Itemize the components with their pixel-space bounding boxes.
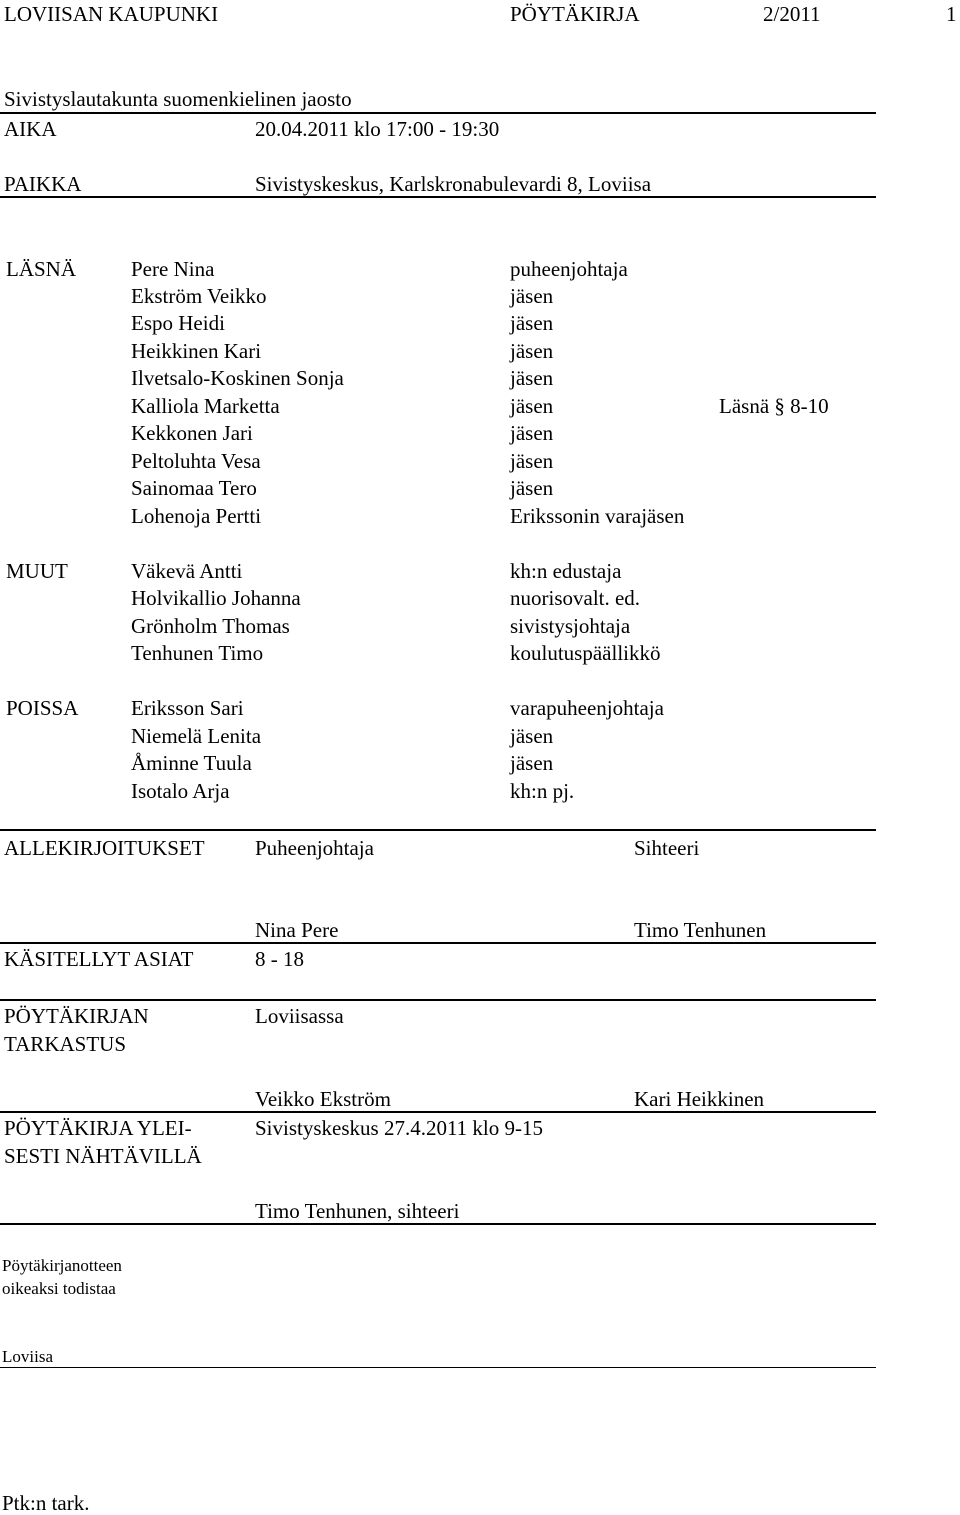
member-name: Sainomaa Tero [131, 476, 257, 500]
poissa-label: POISSA [6, 696, 79, 720]
header-organization: LOVIISAN KAUPUNKI [4, 2, 219, 26]
member-role: puheenjohtaja [510, 257, 628, 281]
member-role: jäsen [510, 476, 554, 500]
divider [0, 112, 876, 114]
member-name: Eriksson Sari [131, 696, 244, 720]
lasna-label: LÄSNÄ [6, 257, 77, 281]
divider [0, 196, 876, 198]
person-name: Tenhunen Timo [131, 641, 264, 665]
member-role: jäsen [510, 284, 554, 308]
extract-place: Loviisa [2, 1347, 53, 1366]
member-role: jäsen [510, 421, 554, 445]
header-document-type: PÖYTÄKIRJA [510, 2, 640, 26]
member-name: Isotalo Arja [131, 779, 230, 803]
muut-label: MUUT [6, 559, 68, 583]
signatures-label: ALLEKIRJOITUKSET [4, 836, 205, 860]
handled-items-value: 8 - 18 [255, 947, 304, 971]
aika-label: AIKA [4, 117, 57, 141]
member-name: Kekkonen Jari [131, 421, 253, 445]
member-role: varapuheenjohtaja [510, 696, 664, 720]
member-role: jäsen [510, 449, 554, 473]
review-place: Loviisassa [255, 1004, 344, 1028]
member-name: Peltoluhta Vesa [131, 449, 261, 473]
person-name: Väkevä Antti [131, 559, 243, 583]
chair-title: Puheenjohtaja [255, 836, 374, 860]
member-role: jäsen [510, 366, 554, 390]
divider [0, 999, 876, 1001]
review-label-line1: PÖYTÄKIRJAN [4, 1004, 149, 1028]
reviewer-1-name: Veikko Ekström [255, 1087, 391, 1111]
paikka-label: PAIKKA [4, 172, 82, 196]
member-role: jäsen [510, 394, 554, 418]
divider [0, 829, 876, 831]
member-role: jäsen [510, 751, 554, 775]
member-name: Åminne Tuula [131, 751, 252, 775]
footer-initials-label: Ptk:n tark. [2, 1491, 90, 1515]
display-label-line1: PÖYTÄKIRJA YLEI- [4, 1116, 192, 1140]
handled-items-label: KÄSITELLYT ASIAT [4, 947, 194, 971]
member-name: Kalliola Marketta [131, 394, 280, 418]
member-role: jäsen [510, 339, 554, 363]
reviewer-2-name: Kari Heikkinen [634, 1087, 765, 1111]
header-page-number: 1 [946, 2, 957, 26]
member-name: Heikkinen Kari [131, 339, 262, 363]
member-name: Espo Heidi [131, 311, 225, 335]
member-role: jäsen [510, 724, 554, 748]
committee-name: Sivistyslautakunta suomenkielinen jaosto [4, 87, 352, 111]
member-name: Niemelä Lenita [131, 724, 262, 748]
member-role: kh:n pj. [510, 779, 575, 803]
member-name: Lohenoja Pertti [131, 504, 262, 528]
signature-line [0, 1367, 876, 1368]
chair-name: Nina Pere [255, 918, 339, 942]
secretary-name: Timo Tenhunen [634, 918, 767, 942]
member-name: Ilvetsalo-Koskinen Sonja [131, 366, 344, 390]
divider [0, 1111, 876, 1113]
display-label-line2: SESTI NÄHTÄVILLÄ [4, 1144, 202, 1168]
extract-label-line2: oikeaksi todistaa [2, 1279, 116, 1298]
person-name: Grönholm Thomas [131, 614, 290, 638]
member-role: Erikssonin varajäsen [510, 504, 685, 528]
display-signer: Timo Tenhunen, sihteeri [255, 1199, 460, 1223]
divider [0, 942, 876, 944]
person-role: sivistysjohtaja [510, 614, 631, 638]
person-role: koulutuspäällikkö [510, 641, 661, 665]
aika-value: 20.04.2011 klo 17:00 - 19:30 [255, 117, 500, 141]
member-role: jäsen [510, 311, 554, 335]
header-document-number: 2/2011 [763, 2, 821, 26]
member-name: Ekström Veikko [131, 284, 267, 308]
member-name: Pere Nina [131, 257, 215, 281]
person-role: kh:n edustaja [510, 559, 622, 583]
person-name: Holvikallio Johanna [131, 586, 301, 610]
display-location-time: Sivistyskeskus 27.4.2011 klo 9-15 [255, 1116, 543, 1140]
extract-label-line1: Pöytäkirjanotteen [2, 1256, 122, 1275]
secretary-title: Sihteeri [634, 836, 700, 860]
review-label-line2: TARKASTUS [4, 1032, 127, 1056]
paikka-value: Sivistyskeskus, Karlskronabulevardi 8, Loviisa [255, 172, 652, 196]
attendance-note: Läsnä § 8-10 [719, 394, 829, 418]
divider [0, 1223, 876, 1225]
person-role: nuorisovalt. ed. [510, 586, 641, 610]
